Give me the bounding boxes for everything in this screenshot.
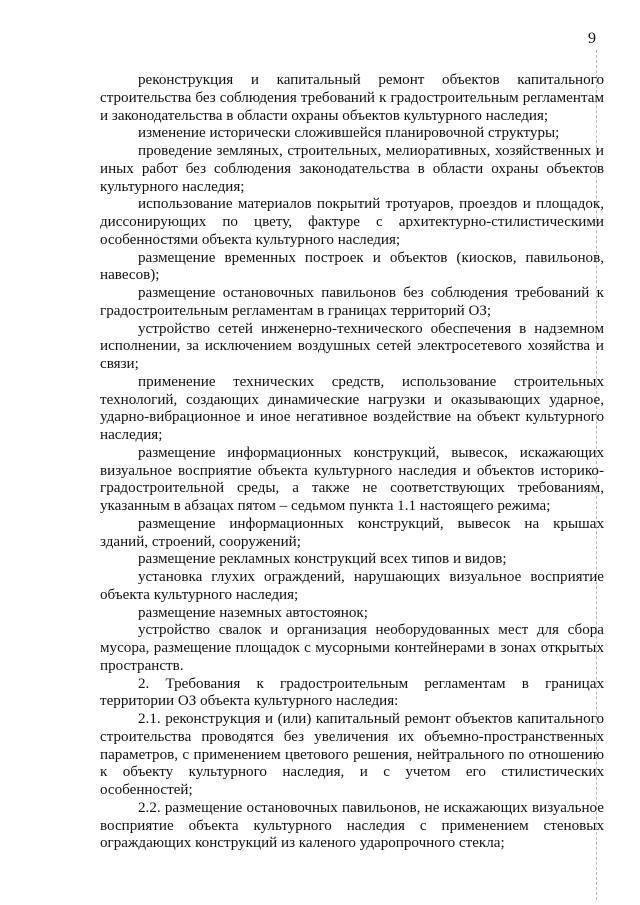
paragraph-parking: размещение наземных автостоянок; <box>138 604 368 621</box>
section-2-heading: 2. Требования к градостроительным регламентам в границах территории ОЗ объекта культурного наследия: <box>100 675 604 710</box>
paragraph-information-signs: размещение информационных конструкций, вывесок, искажающих визуальное восприятие объекта культурного наследия и объектов историко-градостроительной среды, а также не соответствующих требованиям, указанным в абзацах пятом – седьмом пункта 1.1 настоящего режима; <box>100 444 604 514</box>
paragraph-2-2: 2.2. размещение остановочных павильонов, не искажающих визуальное восприятие объекта культурного наследия с применением стеновых ограждающих конструкций из каленого ударопрочного стекла; <box>100 799 604 852</box>
paragraph-planning-structure: изменение исторически сложившейся планировочной структуры; <box>138 125 560 142</box>
paragraph-engineering-networks: устройство сетей инженерно-технического обеспечения в надземном исполнении, за исключением воздушных сетей электросетевого хозяйства и связи; <box>100 320 604 372</box>
document-body <box>100 72 604 853</box>
paragraph-bus-shelters: размещение остановочных павильонов без соблюдения требований к градостроительным регламентам в границах территорий ОЗ; <box>100 285 604 319</box>
paragraph-advertising: размещение рекламных конструкций всех типов и видов; <box>138 551 507 568</box>
paragraph-reconstruction-restriction: реконструкция и капитальный ремонт объектов капитального строительства без соблюдения требований к градостроительным регламентам и законодательства в области охраны объектов культурного наследия; <box>100 72 604 124</box>
paragraph-2-1: 2.1. реконструкция и (или) капитальный ремонт объектов капитального строительства проводятся без увеличения их объемно-пространственных параметров, с применением цветового решения, нейтрального по отношению к объекту культурного наследия, и с учетом его стилистических особенностей; <box>100 711 604 798</box>
paragraph-waste: устройство свалок и организация необорудованных мест для сбора мусора, размещение площадок с мусорными контейнерами в зонах открытых пространств. <box>100 622 604 674</box>
page-number: 9 <box>588 30 596 47</box>
paragraph-earthworks: проведение земляных, строительных, мелиоративных, хозяйственных и иных работ без соблюдения законодательства в области охраны объектов культурного наследия; <box>100 143 604 195</box>
paragraph-temporary-buildings: размещение временных построек и объектов (киосков, павильонов, навесов); <box>100 249 604 284</box>
paragraph-solid-fences: установка глухих ограждений, нарушающих визуальное восприятие объекта культурного наследия; <box>100 569 604 603</box>
paragraph-technical-means: применение технических средств, использование строительных технологий, создающих динамические нагрузки и оказывающих ударное, ударно-вибрационное и иное негативное воздействие на объект культурного наследия; <box>100 373 604 443</box>
paragraph-paving-materials: использование материалов покрытий тротуаров, проездов и площадок, диссонирующих по цвету, фактуре с архитектурно-стилистическими особенностями объекта культурного наследия; <box>100 196 604 248</box>
paragraph-roof-signs: размещение информационных конструкций, вывесок на крышах зданий, строений, сооружений; <box>100 515 604 550</box>
